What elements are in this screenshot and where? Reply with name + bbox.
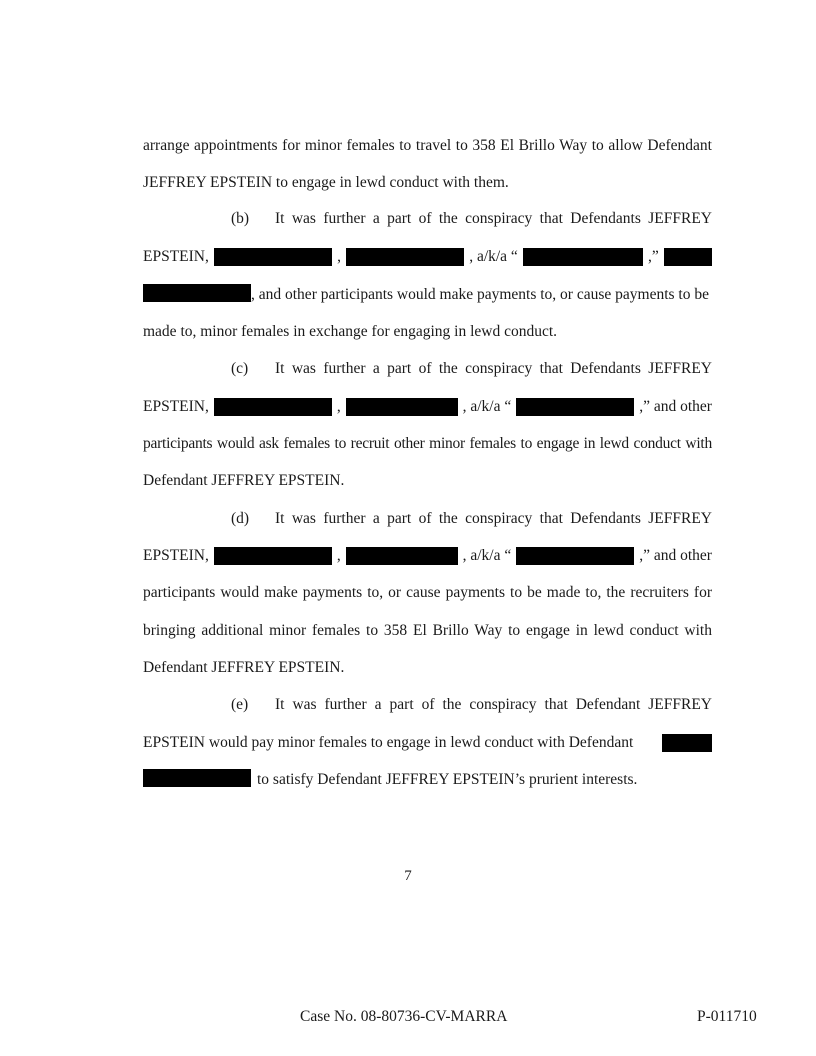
paragraph-marker: (b)	[231, 210, 250, 227]
bates-number: P-011710	[697, 1008, 757, 1025]
body-text-line: made to, minor females in exchange for engaging in lewd conduct.	[143, 323, 558, 340]
redaction-block	[346, 398, 458, 416]
body-text: It was further a part of the conspiracy that Defendants JEFFREY	[275, 510, 712, 527]
redaction-block	[214, 248, 332, 266]
body-text: , a/k/a “	[462, 398, 512, 415]
body-text-line	[143, 545, 712, 567]
body-text-line: JEFFREY EPSTEIN to engage in lewd conduct with them.	[143, 174, 509, 191]
body-text-line	[143, 246, 712, 268]
body-text-line	[143, 769, 712, 791]
body-text: ,” and other	[639, 398, 712, 415]
body-text: ,” and other	[639, 547, 712, 564]
body-text-line: arrange appointments for minor females to travel to 358 El Brillo Way to allow Defendant	[143, 137, 712, 154]
redaction-block	[214, 547, 332, 565]
body-text: EPSTEIN,	[143, 398, 209, 415]
case-number: Case No. 08-80736-CV-MARRA	[300, 1008, 508, 1025]
paragraph-marker: (e)	[231, 696, 249, 713]
redaction-block	[346, 547, 458, 565]
page-number: 7	[404, 868, 412, 884]
body-text: , a/k/a “	[462, 547, 512, 564]
body-text: ,	[336, 398, 341, 415]
redaction-block	[346, 248, 464, 266]
body-text: ,	[336, 547, 341, 564]
paragraph-b-first-line	[143, 208, 712, 230]
body-text: EPSTEIN,	[143, 248, 209, 265]
paragraph-c-first-line	[143, 358, 712, 380]
body-text-line: bringing additional minor females to 358 El Brillo Way to engage in lewd conduct with	[143, 622, 712, 639]
redaction-block	[516, 398, 634, 416]
body-text: EPSTEIN,	[143, 547, 209, 564]
paragraph-e-first-line	[143, 694, 712, 716]
body-text-line	[143, 396, 712, 418]
body-text: ,	[337, 248, 341, 265]
body-text-line	[143, 732, 712, 754]
body-text: EPSTEIN would pay minor females to engage in lewd conduct with Defendant	[143, 734, 634, 751]
redaction-block	[214, 398, 332, 416]
paragraph-marker: (c)	[231, 360, 249, 377]
body-text: It was further a part of the conspiracy that Defendant JEFFREY	[275, 696, 712, 713]
body-text-line: Defendant JEFFREY EPSTEIN.	[143, 659, 345, 676]
body-text: , and other participants would make payments to, or cause payments to be	[251, 286, 709, 303]
body-text: It was further a part of the conspiracy that Defendants JEFFREY	[275, 360, 712, 377]
paragraph-d-first-line	[143, 508, 712, 530]
redaction-block	[516, 547, 634, 565]
redaction-block	[664, 248, 712, 266]
redaction-block	[143, 769, 251, 787]
body-text-line: Defendant JEFFREY EPSTEIN.	[143, 472, 345, 489]
body-text: to satisfy Defendant JEFFREY EPSTEIN’s prurient interests.	[257, 771, 638, 788]
redaction-block	[143, 284, 251, 302]
body-text: , a/k/a “	[469, 248, 518, 265]
body-text-line: participants would make payments to, or cause payments to be made to, the recruiters for	[143, 584, 712, 601]
redaction-block	[662, 734, 712, 752]
body-text: ,”	[648, 248, 659, 265]
body-text-line	[143, 284, 712, 306]
body-text: It was further a part of the conspiracy that Defendants JEFFREY	[275, 210, 712, 227]
paragraph-marker: (d)	[231, 510, 250, 527]
body-text-line: participants would ask females to recruit other minor females to engage in lewd conduct with	[143, 435, 712, 452]
redaction-block	[523, 248, 643, 266]
